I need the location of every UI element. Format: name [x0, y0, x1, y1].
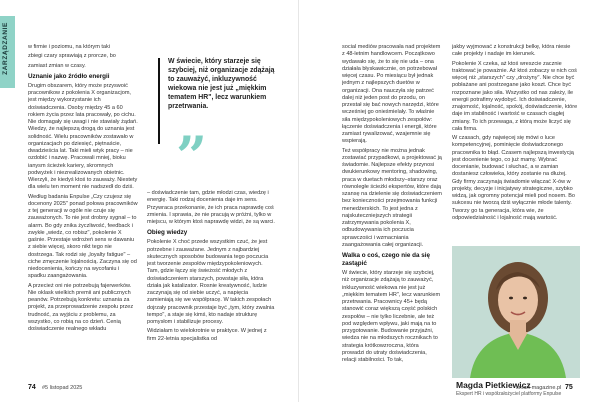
right-column-2	[452, 44, 578, 224]
quote-bar	[158, 58, 160, 144]
author-role: Ekspert HR i współzałożyciel platformy Enpulse	[456, 391, 562, 397]
page-number-right: 75	[565, 384, 573, 391]
paragraph: zamiast zmian w czasy.	[28, 62, 86, 69]
section-tab	[0, 16, 15, 88]
pull-quote-text: W świecie, który starzeje się szybciej, niż organizacje zdążają to zauważyć, inkluzywność wiekowa nie jest już „miękkim tematem HR", lecz warunkiem przetrwania.	[168, 58, 275, 110]
page-number-left: 74	[28, 384, 36, 391]
portrait-illustration	[452, 246, 580, 378]
paragraph: Pokolenie X czeka, aż ktoś wreszcie zacznie traktować je poważnie. Aż ktoś zobaczy w nich coś więcej niż „starszych" czy „drożyny". Nie chce być pobłażane ani postrzegane jako koszt. Chce być rozpoznane jako siła. Wszystko od nas zależy, ile energii potrafimy wydobyć. Ich doświadczenie, znajomość, lojalność, spokój, doświadczenie, które daje im stabilność i wartość w czasach ciągłej zmiany. To ich przewaga, z którą może liczyć się cała firma.	[452, 60, 578, 132]
paragraph: A przecież oni nie potrzebują fajerwerków. Nie oklask wielkich premii ani publicznych peanów. Potrzebują konkretu: uznania za projekt, za przeprowadzenie zespołu przez trudność, za wyjściu z problemu, za wszystko, co robią na co dzień. Cenią doświadczenie realnego wkładu	[28, 282, 134, 332]
section-tab-label: ZARZĄDZANIE	[2, 22, 9, 75]
page-spine	[298, 0, 299, 402]
author-photo	[452, 246, 580, 378]
paragraph: zbiegi czary sprawiają z prorcze, bo	[28, 53, 116, 60]
paragraph: W czasach, gdy najwięcej się mówi o luce kompetencyjnej, pominięcie doświadczonego pracownika to błąd. Czasem najlepszą inwestycją jest docenienie tego, co już mamy. Wybrać docenianie, budować i słuchać, a w zamian dostaniesz człowieka, który zostanie na dłużej. Gdy firmy zaczynają świadomie włączać X-ów w projekty, decyzje i inicjatywy strategiczne, szybko widzą, jak ogromny potencjał mieli pod nosem. Bo sukcesu nie tworzą dziś wyłącznie młode talenty. Tworzy go ta generacja, która wie, że odpowiedzialność i lojalność mają wartość.	[452, 135, 576, 221]
paragraph: Według badania Enpulse „Czy czujesz się docenony 2025" ponad połowa pracowników z tej generacji w ogóle nie czuje się zauważonych. To nie jest drobny sygnał – to alarm. Bo gdy znika życzliwość, feedback i zwykłe „wiedz, co robisz", pokolenie X gaśnie. Przestaje wdrożeń sens w dawaniu z siebie więcej, skoro nikt tego nie dostrzega. Tak rodzi się „loyalty fatigue" – ciche zmęczenie lojalnością. Zaczyna się od niedocenienia, kończy na wycofaniu i spadku zaangażowania.	[28, 193, 138, 280]
right-column-1	[342, 44, 442, 366]
section-heading: Obieg wiedzy	[147, 229, 188, 237]
author-name: Magda Pietkiewicz	[456, 380, 531, 390]
middle-column	[147, 190, 275, 345]
quote-mark-icon: ”	[176, 124, 208, 188]
paragraph: – doświadczenie tam, gdzie młodzi czas, wiedzę i energię. Taki rodzaj docenienia daje im sens. Przywraca przekonanie, że ich praca naprawdę coś zmienia. I sprawia, że nie pracują w próżni, tylko w miejscu, w którym ktoś naprawdę widzi, że są warci.	[147, 190, 275, 225]
paragraph: social mediów pracowała nad projektem z 48-letnim handlowcem. Początkowo wydawało się, że to się nie uda – ona działała błyskawicznie, on potrzebował więcej czasu. Po miesiącu był jednak jednym z najlepszych duetów w organizacji. Ona nauczyła się patrzeć dalej niż jeden post do przodu, on przestał się bać nowych narzędzi, które wcześniej go onieśmielały. To właśnie siła międzypokoleniowych zespołów: łączenie doświadczenia i energii, które zamiast rywalizować, wzajemnie się wspierają.	[342, 44, 441, 145]
paragraph: jakby wyjmować z konstrukcji belkę, która niesie całe projekty i nadaje im kierunek.	[452, 44, 571, 58]
issue-label: #5 listopad 2025	[42, 385, 83, 391]
paragraph: Widziałam to wielokrotnie w praktyce. W jednej z firm 22-letnia specjalistka od	[147, 328, 267, 342]
paragraph: Pokolenie X choć przede wszystkim czuć, że jest potrzebne i zauważane. Jednym z najbardziej skutecznych sposobów budowania tego poczucia jest tworzenie zespołów międzypokoleniowych. Tam, gdzie łączy się świeżość młodych z doświadczeniem starszych, powstaje siła, która działa jak katalizator. Rosnie kreatywność, ludzie zaczynają się od siebie uczyć, a napięcia zamieniają się we współpracę. W takich zespołach dojrzały pracownik przestaje być „tym, który zwalnia tempo", a staje się kimś, kto nadaje strukturę pomysłom i stabilizuje procesy.	[147, 239, 275, 325]
paragraph: w firmie i poziomu, na którym taki	[28, 44, 110, 50]
paragraph: W świecie, który starzeje się szybciej, niż organizacje zdążają to zauważyć, inkluzywność wiekowa nie jest już „miękkim tematem HR", lecz warunkiem przetrwania. Pracownicy 45+ będą stanowić coraz większą część polskich zespołów – nie tylko liczebnie, ale też pod względem wpływu, jaki mają na to przygotowanie. Budowanie przyjaźni, wiedza nie na młodszych rocznikach to strategia krótkowzroczna, która prowadzi do utraty doświadczenia, relacji stabilności. To tak,	[342, 270, 441, 363]
section-heading: Uznanie jako źródło energii	[28, 72, 110, 80]
pull-quote	[150, 44, 276, 144]
paragraph: Drugim obszarem, który może przyswoić pracownikow z pokolenia X organizacjom, jest między wykorzystanie ich doświadczenia. Osoby między 45 a 60 rokiem życia przez lata pracowały, po cichu. Nie domagały się uwagi i nie stawiały żądań. Wiedzy, że najlepszą drogą do uznania jest solidność. Wielu pracowników zostawało w organizacjach po dziesięć, piętnaście, dwadzieścia lat. Taki mieli wtyk pracy – nie ozdobić i nazwę. Pracowali mniej, bioku ianysm ścieżek kariery, skromnych podwyżek i niezrealizowanych obietnic. Wierzyli, że kiedyś ktoś to zauważy. Niestety dla wielu ten moment nie nadszedł do dziś.	[28, 82, 138, 191]
paragraph: Też współpracy nie można jednak zostawiać przypadkowi, a projektować ją świadomie. Najlepsze efekty przynosi dwukierunkowy mentoring, shadowing, praca w duetach młodszy–starszy oraz równoległe ścieżki ekspertów, które dają szansę na dzielenie się doświadczeniem bez konieczności przejmowania funkcji menedżerskich. To jest jedna z najskuteczniejszych strategii zatrzymywania pokolenia X, odbudowywania ich poczucia sprawczości i wzmacniania zaangażowania całej organizacji.	[342, 147, 442, 248]
left-column	[28, 44, 138, 335]
section-heading: Walka o coś, czego nie da się zastąpić	[342, 252, 430, 267]
site-label: smart-magazine.pl	[516, 385, 562, 391]
